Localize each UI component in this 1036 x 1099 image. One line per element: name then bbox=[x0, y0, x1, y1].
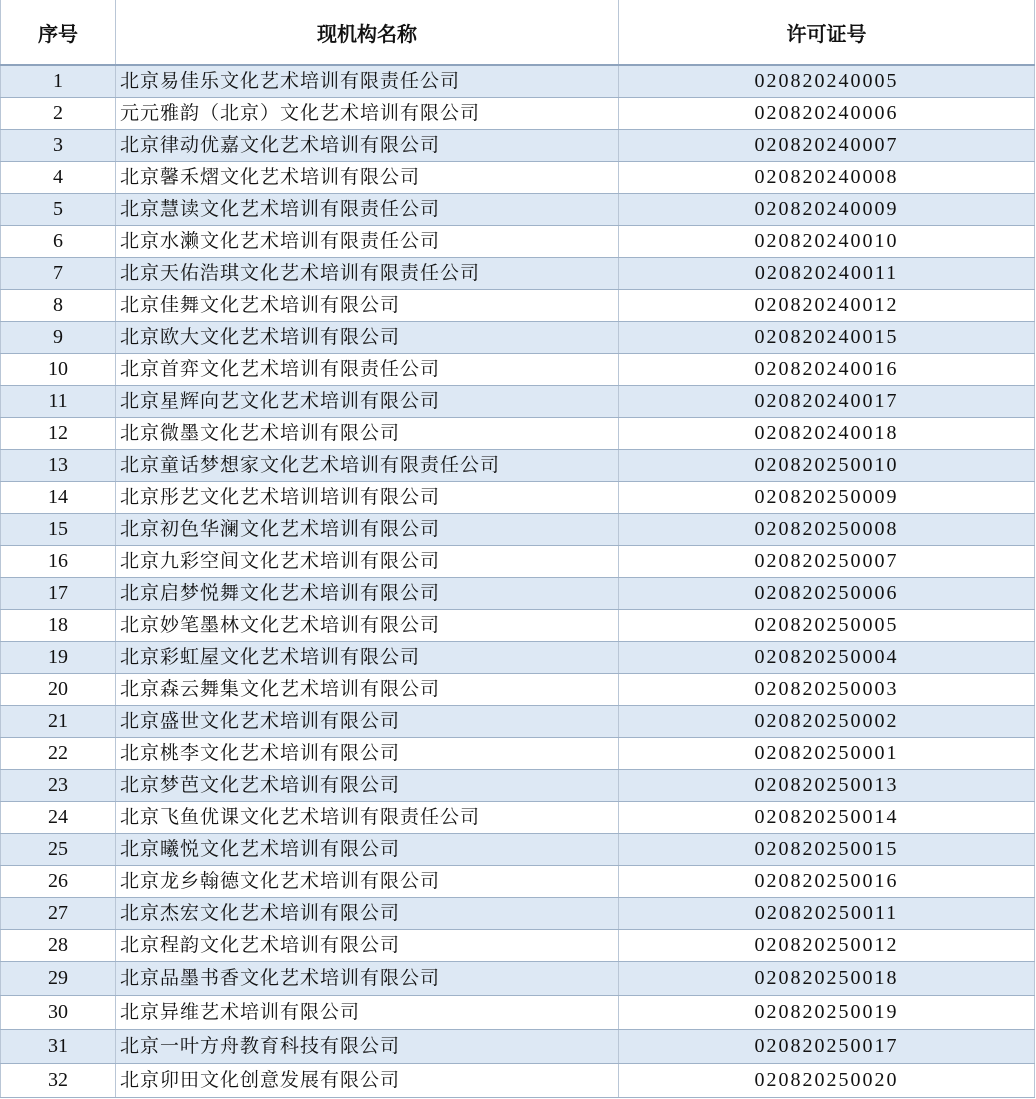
org-name-cell: 北京梦芭文化艺术培训有限公司 bbox=[116, 769, 619, 801]
license-no-cell: 020820240009 bbox=[619, 193, 1035, 225]
row-index-cell: 9 bbox=[1, 321, 116, 353]
row-index-cell: 5 bbox=[1, 193, 116, 225]
table-row bbox=[1, 609, 1035, 641]
row-index-cell: 19 bbox=[1, 641, 116, 673]
table-row bbox=[1, 673, 1035, 705]
org-name-cell: 北京杰宏文化艺术培训有限公司 bbox=[116, 897, 619, 929]
org-name-cell: 北京初色华澜文化艺术培训有限公司 bbox=[116, 513, 619, 545]
license-no-cell: 020820250018 bbox=[619, 961, 1035, 995]
license-no-cell: 020820240016 bbox=[619, 353, 1035, 385]
org-name-cell: 北京异维艺术培训有限公司 bbox=[116, 995, 619, 1029]
table-row bbox=[1, 995, 1035, 1029]
header-row bbox=[1, 0, 1035, 65]
table-row bbox=[1, 385, 1035, 417]
row-index-cell: 11 bbox=[1, 385, 116, 417]
row-index-cell: 29 bbox=[1, 961, 116, 995]
license-no-cell: 020820250001 bbox=[619, 737, 1035, 769]
row-index-cell: 4 bbox=[1, 161, 116, 193]
org-name-cell: 北京童话梦想家文化艺术培训有限责任公司 bbox=[116, 449, 619, 481]
row-index-cell: 13 bbox=[1, 449, 116, 481]
org-name-cell: 北京律动优嘉文化艺术培训有限公司 bbox=[116, 129, 619, 161]
header-license-no: 许可证号 bbox=[619, 0, 1035, 65]
org-name-cell: 北京欧大文化艺术培训有限公司 bbox=[116, 321, 619, 353]
license-no-cell: 020820240015 bbox=[619, 321, 1035, 353]
table-row bbox=[1, 321, 1035, 353]
row-index-cell: 23 bbox=[1, 769, 116, 801]
license-no-cell: 020820250012 bbox=[619, 929, 1035, 961]
table-row bbox=[1, 481, 1035, 513]
row-index-cell: 24 bbox=[1, 801, 116, 833]
license-no-cell: 020820240012 bbox=[619, 289, 1035, 321]
license-no-cell: 020820250015 bbox=[619, 833, 1035, 865]
org-name-cell: 北京星辉向艺文化艺术培训有限公司 bbox=[116, 385, 619, 417]
license-no-cell: 020820250016 bbox=[619, 865, 1035, 897]
org-name-cell: 北京卯田文化创意发展有限公司 bbox=[116, 1063, 619, 1097]
license-no-cell: 020820240017 bbox=[619, 385, 1035, 417]
license-no-cell: 020820250008 bbox=[619, 513, 1035, 545]
table-row bbox=[1, 225, 1035, 257]
row-index-cell: 8 bbox=[1, 289, 116, 321]
row-index-cell: 21 bbox=[1, 705, 116, 737]
license-no-cell: 020820250004 bbox=[619, 641, 1035, 673]
table-row bbox=[1, 577, 1035, 609]
row-index-cell: 15 bbox=[1, 513, 116, 545]
license-no-cell: 020820240005 bbox=[619, 65, 1035, 97]
org-name-cell: 北京首弈文化艺术培训有限责任公司 bbox=[116, 353, 619, 385]
row-index-cell: 30 bbox=[1, 995, 116, 1029]
row-index-cell: 2 bbox=[1, 97, 116, 129]
org-name-cell: 北京水濑文化艺术培训有限责任公司 bbox=[116, 225, 619, 257]
row-index-cell: 14 bbox=[1, 481, 116, 513]
org-name-cell: 北京盛世文化艺术培训有限公司 bbox=[116, 705, 619, 737]
license-no-cell: 020820250005 bbox=[619, 609, 1035, 641]
org-name-cell: 北京程韵文化艺术培训有限公司 bbox=[116, 929, 619, 961]
org-name-cell: 北京彩虹屋文化艺术培训有限公司 bbox=[116, 641, 619, 673]
license-no-cell: 020820250019 bbox=[619, 995, 1035, 1029]
row-index-cell: 22 bbox=[1, 737, 116, 769]
org-name-cell: 北京飞鱼优课文化艺术培训有限责任公司 bbox=[116, 801, 619, 833]
org-name-cell: 北京品墨书香文化艺术培训有限公司 bbox=[116, 961, 619, 995]
row-index-cell: 12 bbox=[1, 417, 116, 449]
table-row bbox=[1, 353, 1035, 385]
row-index-cell: 31 bbox=[1, 1029, 116, 1063]
table-row bbox=[1, 1029, 1035, 1063]
license-no-cell: 020820250002 bbox=[619, 705, 1035, 737]
row-index-cell: 6 bbox=[1, 225, 116, 257]
org-name-cell: 北京龙乡翰德文化艺术培训有限公司 bbox=[116, 865, 619, 897]
org-name-cell: 北京九彩空间文化艺术培训有限公司 bbox=[116, 545, 619, 577]
table-row bbox=[1, 737, 1035, 769]
table-row bbox=[1, 865, 1035, 897]
table-row bbox=[1, 545, 1035, 577]
org-name-cell: 北京天佑浩琪文化艺术培训有限责任公司 bbox=[116, 257, 619, 289]
org-name-cell: 北京彤艺文化艺术培训培训有限公司 bbox=[116, 481, 619, 513]
table-row bbox=[1, 961, 1035, 995]
org-name-cell: 北京易佳乐文化艺术培训有限责任公司 bbox=[116, 65, 619, 97]
license-no-cell: 020820250010 bbox=[619, 449, 1035, 481]
license-no-cell: 020820250011 bbox=[619, 897, 1035, 929]
table-row bbox=[1, 641, 1035, 673]
row-index-cell: 16 bbox=[1, 545, 116, 577]
row-index-cell: 10 bbox=[1, 353, 116, 385]
header-org-name: 现机构名称 bbox=[116, 0, 619, 65]
org-name-cell: 北京森云舞集文化艺术培训有限公司 bbox=[116, 673, 619, 705]
row-index-cell: 25 bbox=[1, 833, 116, 865]
org-name-cell: 北京馨禾熠文化艺术培训有限公司 bbox=[116, 161, 619, 193]
license-no-cell: 020820240007 bbox=[619, 129, 1035, 161]
org-name-cell: 元元雅韵（北京）文化艺术培训有限公司 bbox=[116, 97, 619, 129]
row-index-cell: 17 bbox=[1, 577, 116, 609]
license-no-cell: 020820240008 bbox=[619, 161, 1035, 193]
header-index: 序号 bbox=[1, 0, 116, 65]
row-index-cell: 28 bbox=[1, 929, 116, 961]
license-no-cell: 020820240011 bbox=[619, 257, 1035, 289]
table-row bbox=[1, 129, 1035, 161]
row-index-cell: 27 bbox=[1, 897, 116, 929]
license-no-cell: 020820250014 bbox=[619, 801, 1035, 833]
license-no-cell: 020820240010 bbox=[619, 225, 1035, 257]
table-row bbox=[1, 65, 1035, 97]
table-row bbox=[1, 1063, 1035, 1097]
row-index-cell: 18 bbox=[1, 609, 116, 641]
license-no-cell: 020820240018 bbox=[619, 417, 1035, 449]
table-row bbox=[1, 897, 1035, 929]
license-no-cell: 020820250003 bbox=[619, 673, 1035, 705]
license-no-cell: 020820250006 bbox=[619, 577, 1035, 609]
row-index-cell: 3 bbox=[1, 129, 116, 161]
row-index-cell: 32 bbox=[1, 1063, 116, 1097]
table-row bbox=[1, 705, 1035, 737]
row-index-cell: 20 bbox=[1, 673, 116, 705]
org-name-cell: 北京慧读文化艺术培训有限责任公司 bbox=[116, 193, 619, 225]
table-row bbox=[1, 417, 1035, 449]
license-no-cell: 020820250009 bbox=[619, 481, 1035, 513]
org-name-cell: 北京曦悦文化艺术培训有限公司 bbox=[116, 833, 619, 865]
table-row bbox=[1, 193, 1035, 225]
license-no-cell: 020820250020 bbox=[619, 1063, 1035, 1097]
license-no-cell: 020820250017 bbox=[619, 1029, 1035, 1063]
table-body bbox=[1, 65, 1035, 1097]
row-index-cell: 26 bbox=[1, 865, 116, 897]
org-name-cell: 北京微墨文化艺术培训有限公司 bbox=[116, 417, 619, 449]
table-row bbox=[1, 769, 1035, 801]
table-row bbox=[1, 513, 1035, 545]
row-index-cell: 7 bbox=[1, 257, 116, 289]
table-row bbox=[1, 801, 1035, 833]
table-row bbox=[1, 257, 1035, 289]
table-row bbox=[1, 97, 1035, 129]
license-no-cell: 020820250013 bbox=[619, 769, 1035, 801]
table-row bbox=[1, 161, 1035, 193]
table-row bbox=[1, 929, 1035, 961]
license-no-cell: 020820250007 bbox=[619, 545, 1035, 577]
org-name-cell: 北京妙笔墨林文化艺术培训有限公司 bbox=[116, 609, 619, 641]
org-name-cell: 北京佳舞文化艺术培训有限公司 bbox=[116, 289, 619, 321]
org-name-cell: 北京启梦悦舞文化艺术培训有限公司 bbox=[116, 577, 619, 609]
org-name-cell: 北京一叶方舟教育科技有限公司 bbox=[116, 1029, 619, 1063]
license-no-cell: 020820240006 bbox=[619, 97, 1035, 129]
table-row bbox=[1, 289, 1035, 321]
row-index-cell: 1 bbox=[1, 65, 116, 97]
table-row bbox=[1, 833, 1035, 865]
org-name-cell: 北京桃李文化艺术培训有限公司 bbox=[116, 737, 619, 769]
table-row bbox=[1, 449, 1035, 481]
